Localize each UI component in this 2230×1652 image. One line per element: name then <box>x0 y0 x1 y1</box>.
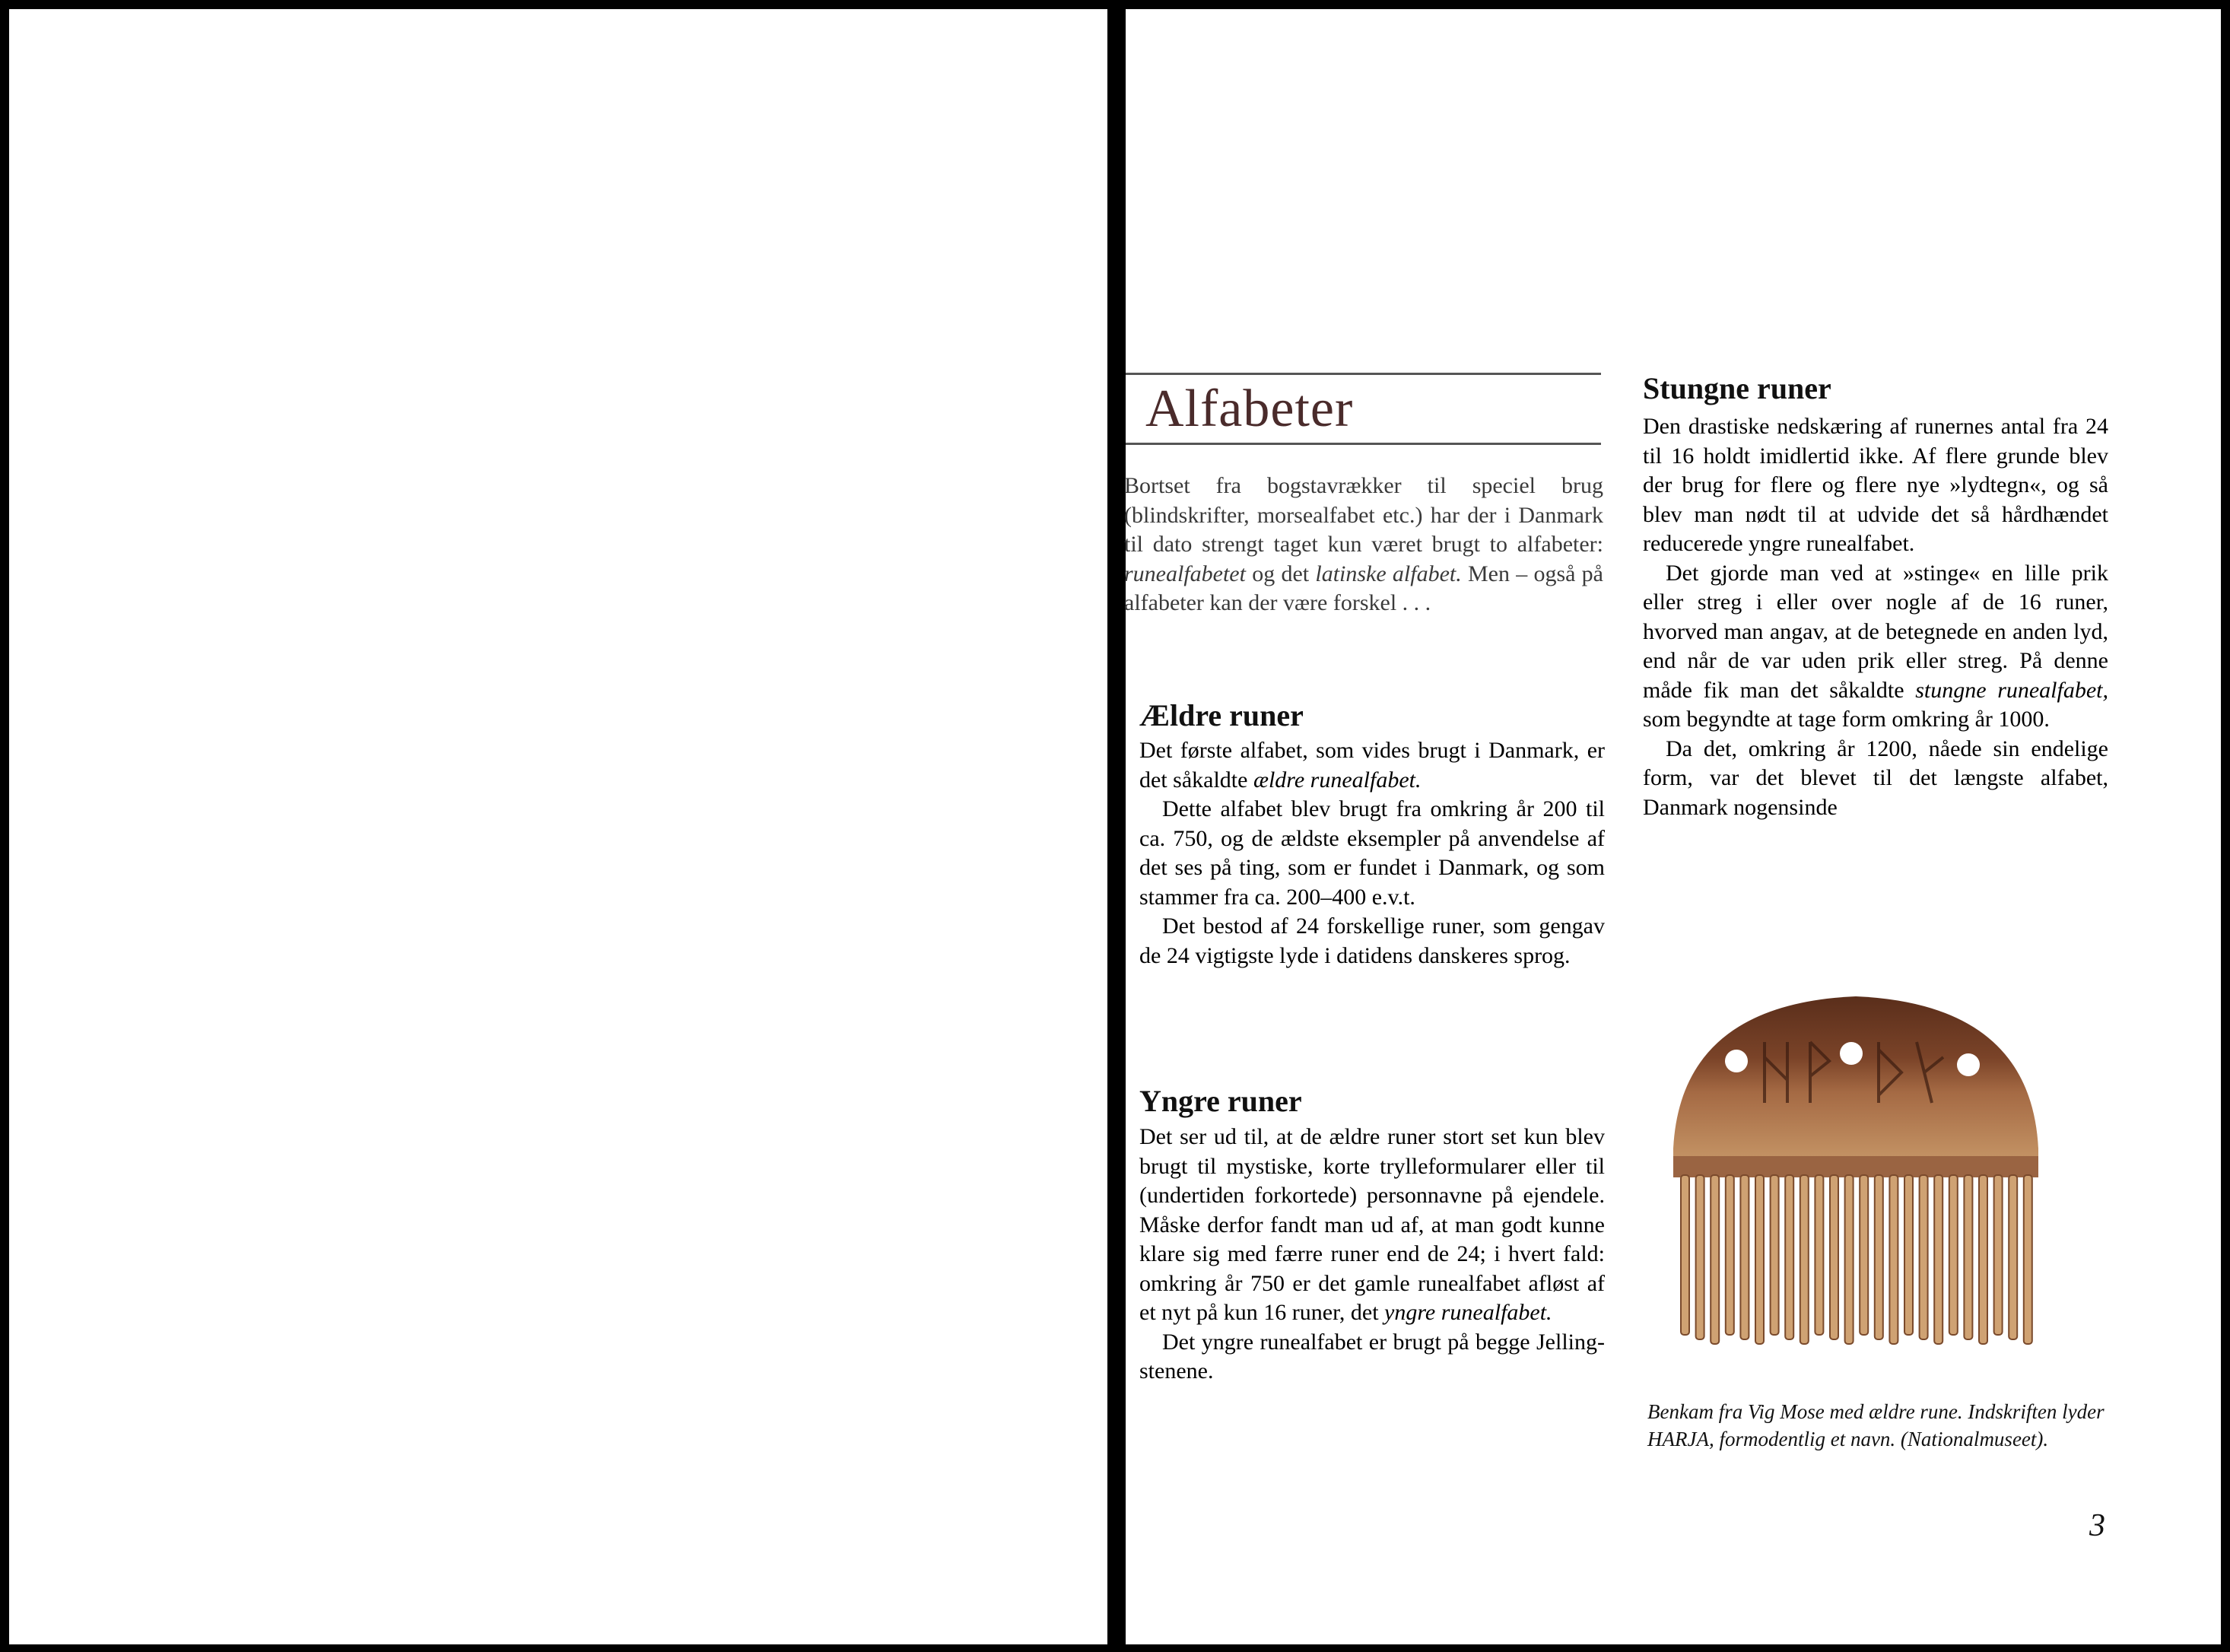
comb-tooth <box>1740 1175 1749 1339</box>
title-bottom-rule <box>1126 443 1601 445</box>
comb-tooth <box>1845 1175 1854 1344</box>
text-segment: som begyndte at tage form omkring år 1000. <box>1643 707 2050 732</box>
text-segment: , formodentlig et navn. (Nationalmuseet). <box>1708 1428 2049 1450</box>
comb-rib <box>1673 1156 2038 1177</box>
comb-tooth <box>1964 1175 1972 1339</box>
section-yngre-text <box>1139 1123 1605 1387</box>
text-segment: og det <box>1245 561 1316 586</box>
aeldre-paragraph-2: Dette alfabet blev brugt fra omkring år 200 til ca. 750, og de ældste eksempler på anvendelse af det ses på ting, som er fundet i Danmark, og som stammer fra ca. 200–400 e.v.t. <box>1139 796 1605 910</box>
bone-comb-photo <box>1658 981 2054 1346</box>
comb-hole-middle <box>1840 1042 1863 1065</box>
text-segment: runealfabetet <box>1124 561 1246 586</box>
title-top-rule <box>1126 373 1601 375</box>
text-segment: stungne runealfabet, <box>1915 677 2109 703</box>
comb-tooth <box>1934 1175 1943 1344</box>
comb-tooth <box>1889 1175 1898 1344</box>
heading-aeldre-runer: Ældre runer <box>1139 698 1304 732</box>
yngre-paragraph-1 <box>1139 1123 1605 1328</box>
intro-text <box>1124 472 1603 618</box>
text-segment: Men – også på alfabeter kan der være forskel . . . <box>1124 561 1603 615</box>
text-segment: Det første alfabet, som vides brugt i Danmark, er det såkaldte <box>1139 738 1605 793</box>
comb-tooth <box>1904 1175 1913 1335</box>
page-number: 3 <box>2089 1508 2105 1543</box>
comb-tooth <box>1681 1175 1689 1335</box>
comb-tooth <box>1785 1175 1793 1339</box>
text-segment: latinske alfabet. <box>1315 561 1462 586</box>
section-stungne-text <box>1643 412 2108 822</box>
heading-stungne-runer: Stungne runer <box>1643 371 1831 405</box>
text-segment: Bortset fra bogstavrækker til speciel brug (blindskrifter, morsealfabet etc.) har der i Danmark til dato strengt taget kun været brugt to alfabeter: <box>1124 473 1603 557</box>
comb-back <box>1673 996 2038 1171</box>
aeldre-paragraph-3: Det bestod af 24 forskellige runer, som gengav de 24 vigtigste lyde i datidens danskeres sprog. <box>1139 913 1605 968</box>
section-aeldre-text <box>1139 736 1605 971</box>
text-segment: Det ser ud til, at de ældre runer stort set kun blev brugt til mystiske, korte trylleformularer eller til (undertiden forkortede) personnavne på ejendele. Måske derfor fandt man ud af, at man godt kunne klare sig med færre runer end de 24; i hvert fald: omkring år 750 er det gamle runealfabet afløst af et nyt på kun 16 runer, det <box>1139 1124 1605 1325</box>
comb-hole-left <box>1725 1050 1748 1072</box>
text-segment: HARJA <box>1647 1428 1709 1450</box>
comb-tooth <box>1949 1175 1958 1335</box>
text-segment: yngre runealfabet. <box>1384 1300 1552 1325</box>
comb-tooth <box>1979 1175 1987 1344</box>
stungne-paragraph-3: Da det, omkring år 1200, nåede sin endelige form, var det blevet til det længste alfabet, Danmark nogensinde <box>1643 735 2108 820</box>
comb-tooth <box>1920 1175 1928 1339</box>
comb-tooth <box>1755 1175 1764 1344</box>
yngre-paragraph-2: Det yngre runealfabet er brugt på begge Jelling-stenene. <box>1139 1329 1605 1384</box>
comb-tooth <box>1771 1175 1779 1335</box>
comb-tooth <box>1830 1175 1838 1339</box>
text-segment: Det gjorde man ved at »stinge« en lille prik eller streg i eller over nogle af de 16 runer, hvorved man angav, at de betegnede en anden lyd, end når de var uden prik eller streg. På denne måde fik man det såkaldte <box>1643 560 2108 703</box>
comb-tooth <box>1726 1175 1734 1335</box>
intro-paragraph <box>1124 472 1603 618</box>
comb-tooth <box>2024 1175 2032 1344</box>
figure-caption <box>1647 1398 2119 1453</box>
aeldre-paragraph-1 <box>1139 736 1605 795</box>
text-segment: ældre runealfabet. <box>1253 767 1422 793</box>
comb-teeth <box>1681 1175 2032 1344</box>
left-page-blank <box>9 9 1107 1644</box>
stungne-paragraph-1: Den drastiske nedskæring af runernes antal fra 24 til 16 holdt imidlertid ikke. Af flere grunde blev der brug for flere og flere nye »lydtegn«, og så blev man nødt til at udvide det så hårdhændet reducerede yngre runealfabet. <box>1643 414 2108 556</box>
comb-tooth <box>1815 1175 1823 1335</box>
comb-tooth <box>2009 1175 2017 1339</box>
comb-tooth <box>1875 1175 1883 1339</box>
comb-tooth <box>1860 1175 1868 1335</box>
comb-tooth <box>1800 1175 1809 1344</box>
comb-tooth <box>1711 1175 1719 1344</box>
stungne-paragraph-2 <box>1643 559 2108 735</box>
heading-yngre-runer: Yngre runer <box>1139 1084 1302 1118</box>
comb-hole-right <box>1957 1053 1980 1076</box>
comb-tooth <box>1696 1175 1704 1339</box>
text-segment: Benkam fra Vig Mose med ældre rune. Indskriften lyder <box>1647 1400 2105 1423</box>
comb-tooth <box>1994 1175 2003 1335</box>
page-title: Alfabeter <box>1145 380 1354 438</box>
